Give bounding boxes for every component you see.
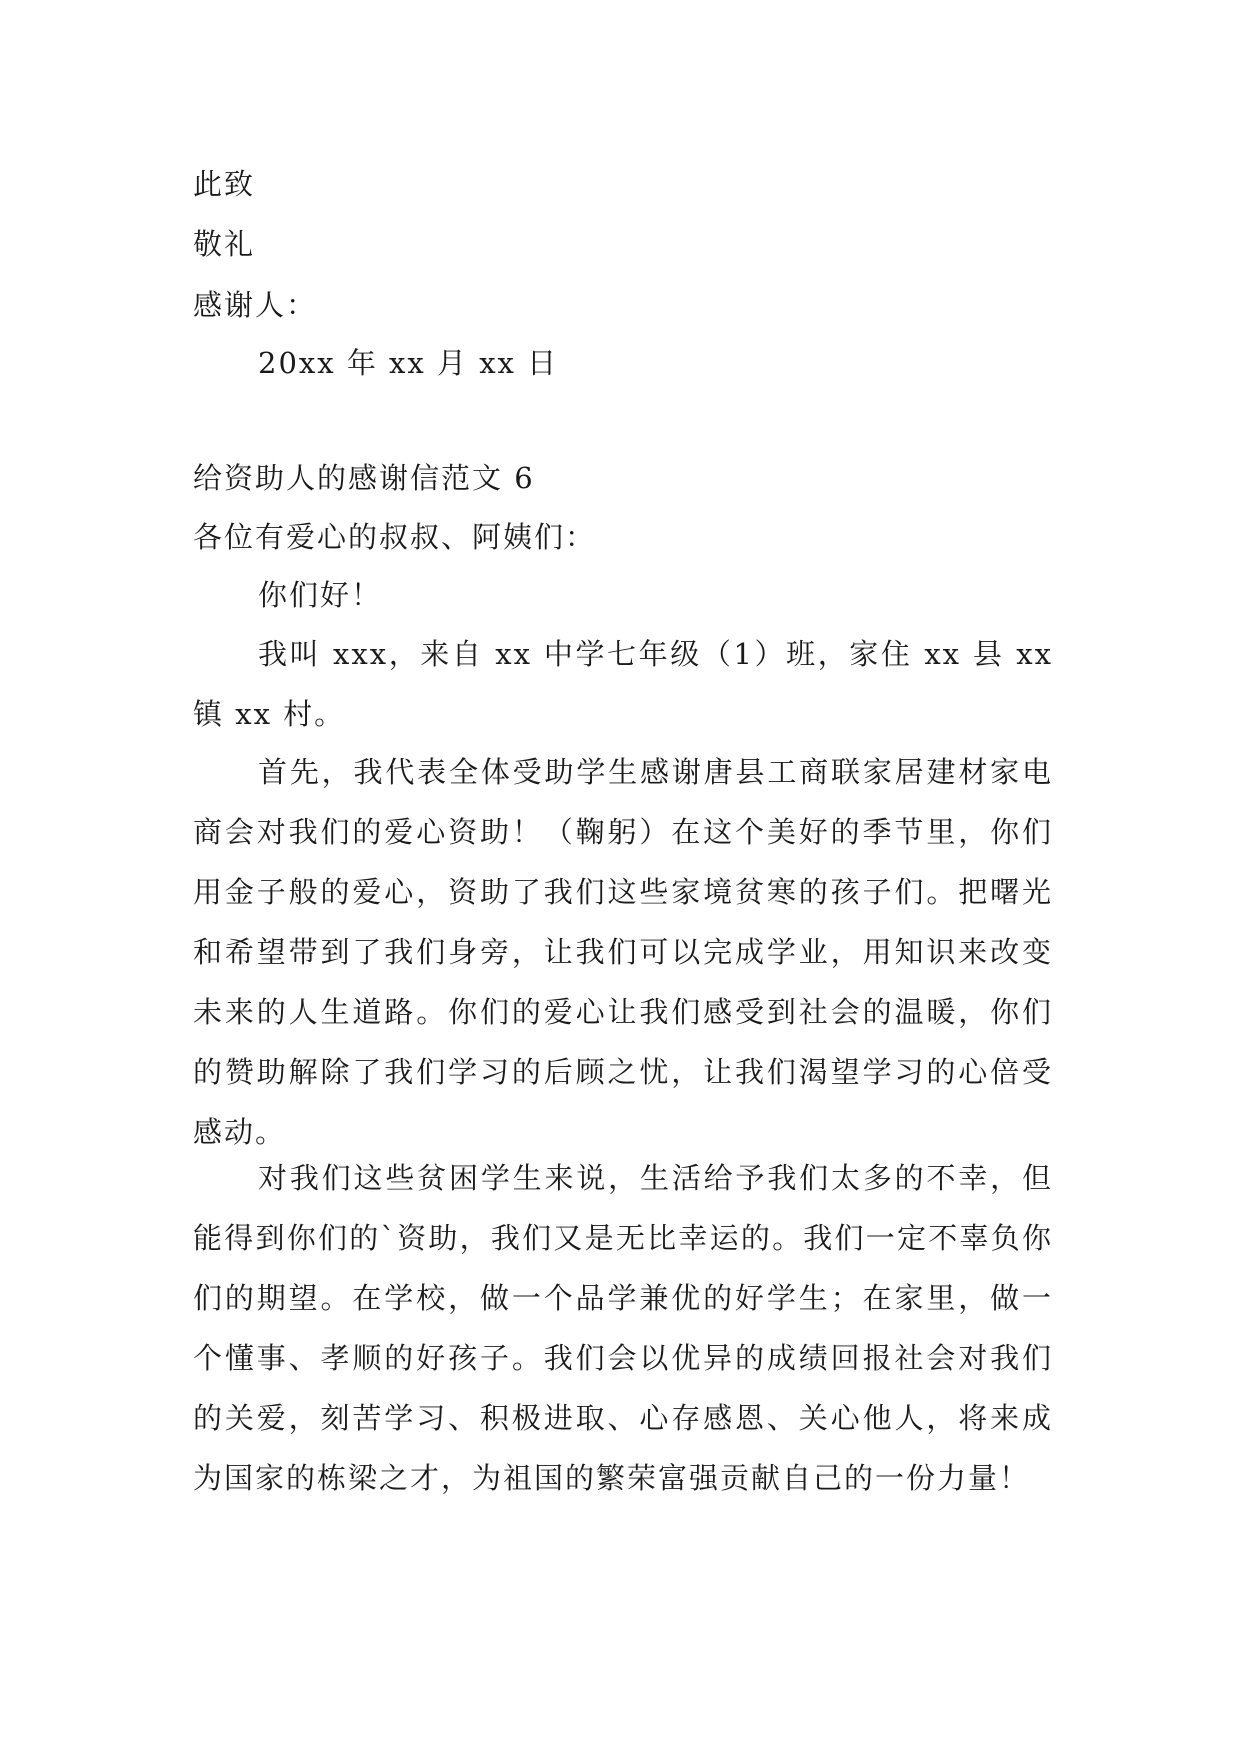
- closing-salutation-jing-li: 敬礼: [193, 227, 256, 261]
- signer-label: 感谢人：: [193, 288, 318, 322]
- letter-paragraph-intro: 我叫 xxx，来自 xx 中学七年级（1）班，家住 xx 县 xx 镇 xx 村。: [193, 637, 1053, 731]
- letter-paragraph-thanks: 首先，我代表全体受助学生感谢唐县工商联家居建材家电商会对我们的爱心资助！（鞠躬）在这个美好的季节里，你们用金子般的爱心，资助了我们这些家境贫寒的孩子们。把曙光和希望带到了我们身旁，让我们可以完成学业，用知识来改变未来的人生道路。你们的爱心让我们感受到社会的温暖，你们的赞助解除了我们学习的后顾之忧，让我们渴望学习的心倍受感动。: [193, 755, 1053, 1149]
- letter-title: 给资助人的感谢信范文 6: [193, 461, 535, 495]
- closing-salutation-ci-zhi: 此致: [193, 167, 256, 201]
- letter-hello: 你们好！: [258, 578, 383, 612]
- letter-paragraph-promise: 对我们这些贫困学生来说，生活给予我们太多的不幸，但能得到你们的`资助，我们又是无比幸运的。我们一定不辜负你们的期望。在学校，做一个品学兼优的好学生；在家里，做一个懂事、孝顺的好孩子。我们会以优异的成绩回报社会对我们的关爱，刻苦学习、积极进取、心存感恩、关心他人，将来成为国家的栋梁之才，为祖国的繁荣富强贡献自己的一份力量！: [193, 1161, 1053, 1495]
- letter-date: 20xx 年 xx 月 xx 日: [258, 346, 559, 380]
- letter-greeting: 各位有爱心的叔叔、阿姨们：: [193, 520, 597, 554]
